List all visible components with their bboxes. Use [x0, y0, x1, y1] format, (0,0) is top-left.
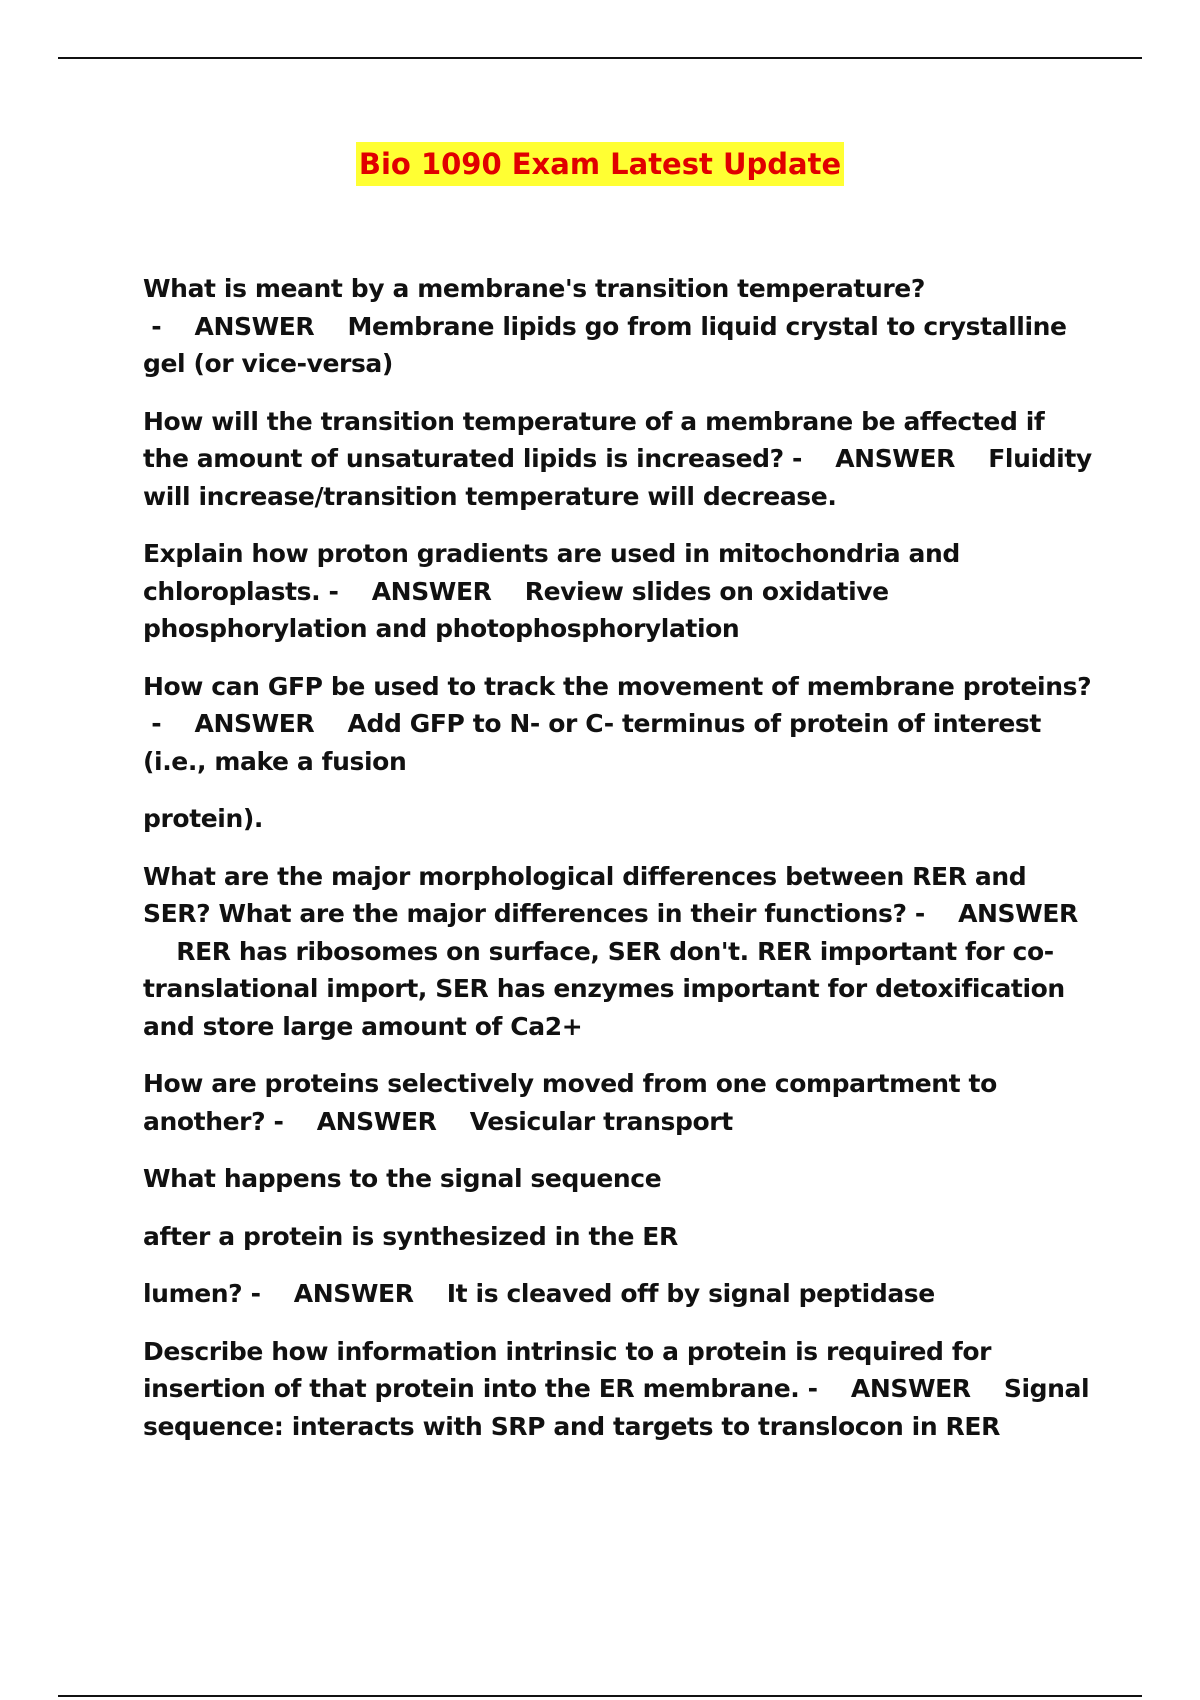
answer-text: Membrane lipids go from liquid crystal to crystalline gel (or vice-versa) — [143, 311, 1067, 378]
answer-label: ANSWER — [194, 311, 315, 341]
qa-item: lumen? - ANSWER It is cleaved off by signal peptidase — [143, 1279, 935, 1308]
answer-text: Fluidity will increase/transition temperature will decrease. — [143, 444, 1092, 511]
answer-text: Signal sequence: interacts with SRP and targets to translocon in RER — [143, 1374, 1090, 1441]
question-text: How can GFP be used to track the movement of membrane proteins? — [143, 671, 1092, 701]
question-text: lumen? — [143, 1279, 243, 1308]
text-fragment: What happens to the signal sequence — [143, 1164, 662, 1193]
document-body — [143, 270, 1093, 1465]
question-text: What is meant by a membrane's transition temperature? — [143, 274, 925, 303]
title-container — [0, 142, 1200, 186]
answer-label: ANSWER — [371, 576, 492, 606]
qa-item: Describe how information intrinsic to a protein is required for insertion of that protein into the ER membrane. - ANSWER Signal sequence: interacts with SRP and targets to translocon in RER — [143, 1336, 1090, 1441]
qa-item: How are proteins selectively moved from one compartment to another? - ANSWER Vesicular transport — [143, 1069, 997, 1136]
answer-text: Add GFP to N- or C- terminus of protein of interest (i.e., make a fusion — [143, 709, 1041, 776]
answer-label: ANSWER — [835, 444, 956, 473]
document-title: Bio 1090 Exam Latest Update — [356, 142, 844, 186]
answer-text: It is cleaved off by signal peptidase — [446, 1279, 935, 1308]
qa-item: Explain how proton gradients are used in mitochondria and chloroplasts. - ANSWER Review slides on oxidative phosphorylation and photophosphorylation — [143, 539, 960, 643]
answer-text: RER has ribosomes on surface, SER don't. RER important for co-translational import, SER has enzymes important for detoxification and store large amount of Ca2+ — [143, 936, 1065, 1041]
answer-label: ANSWER — [194, 709, 315, 738]
answer-label: ANSWER — [293, 1279, 414, 1308]
qa-item: How can GFP be used to track the movement of membrane proteins? - ANSWER Add GFP to N- or C- terminus of protein of interest (i.e., make a fusion — [143, 671, 1092, 776]
question-text: How will the transition temperature of a membrane be affected if the amount of unsaturated lipids is increased? — [143, 406, 1045, 473]
question-text: Describe how information intrinsic to a protein is required for insertion of that protein into the ER membrane. — [143, 1336, 992, 1403]
bottom-rule — [58, 1695, 1142, 1697]
text-fragment: after a protein is synthesized in the ER — [143, 1221, 678, 1251]
qa-item: How will the transition temperature of a membrane be affected if the amount of unsaturated lipids is increased? - ANSWER Fluidity will increase/transition temperature will decrease. — [143, 406, 1092, 511]
top-rule — [58, 57, 1142, 59]
answer-label: ANSWER — [958, 899, 1078, 928]
qa-item: What is meant by a membrane's transition temperature? - ANSWER Membrane lipids go from liquid crystal to crystalline gel (or vice-versa) — [143, 274, 1067, 378]
answer-label: ANSWER — [316, 1106, 437, 1136]
text-fragment: protein). — [143, 804, 263, 833]
answer-text: Vesicular transport — [469, 1106, 733, 1136]
answer-text: Review slides on oxidative phosphorylation and photophosphorylation — [143, 576, 889, 643]
answer-label: ANSWER — [850, 1374, 971, 1403]
question-text: What are the major morphological differences between RER and SER? What are the major differences in their functions? — [143, 861, 1027, 928]
qa-item: What are the major morphological differences between RER and SER? What are the major differences in their functions? - ANSWER RER has ribosomes on surface, SER don't. RER important for co-translational import, SER has enzymes important for detoxification and store large amount of Ca2+ — [143, 861, 1078, 1041]
question-text: Explain how proton gradients are used in mitochondria and chloroplasts. — [143, 539, 960, 606]
question-text: How are proteins selectively moved from one compartment to another? — [143, 1069, 997, 1136]
